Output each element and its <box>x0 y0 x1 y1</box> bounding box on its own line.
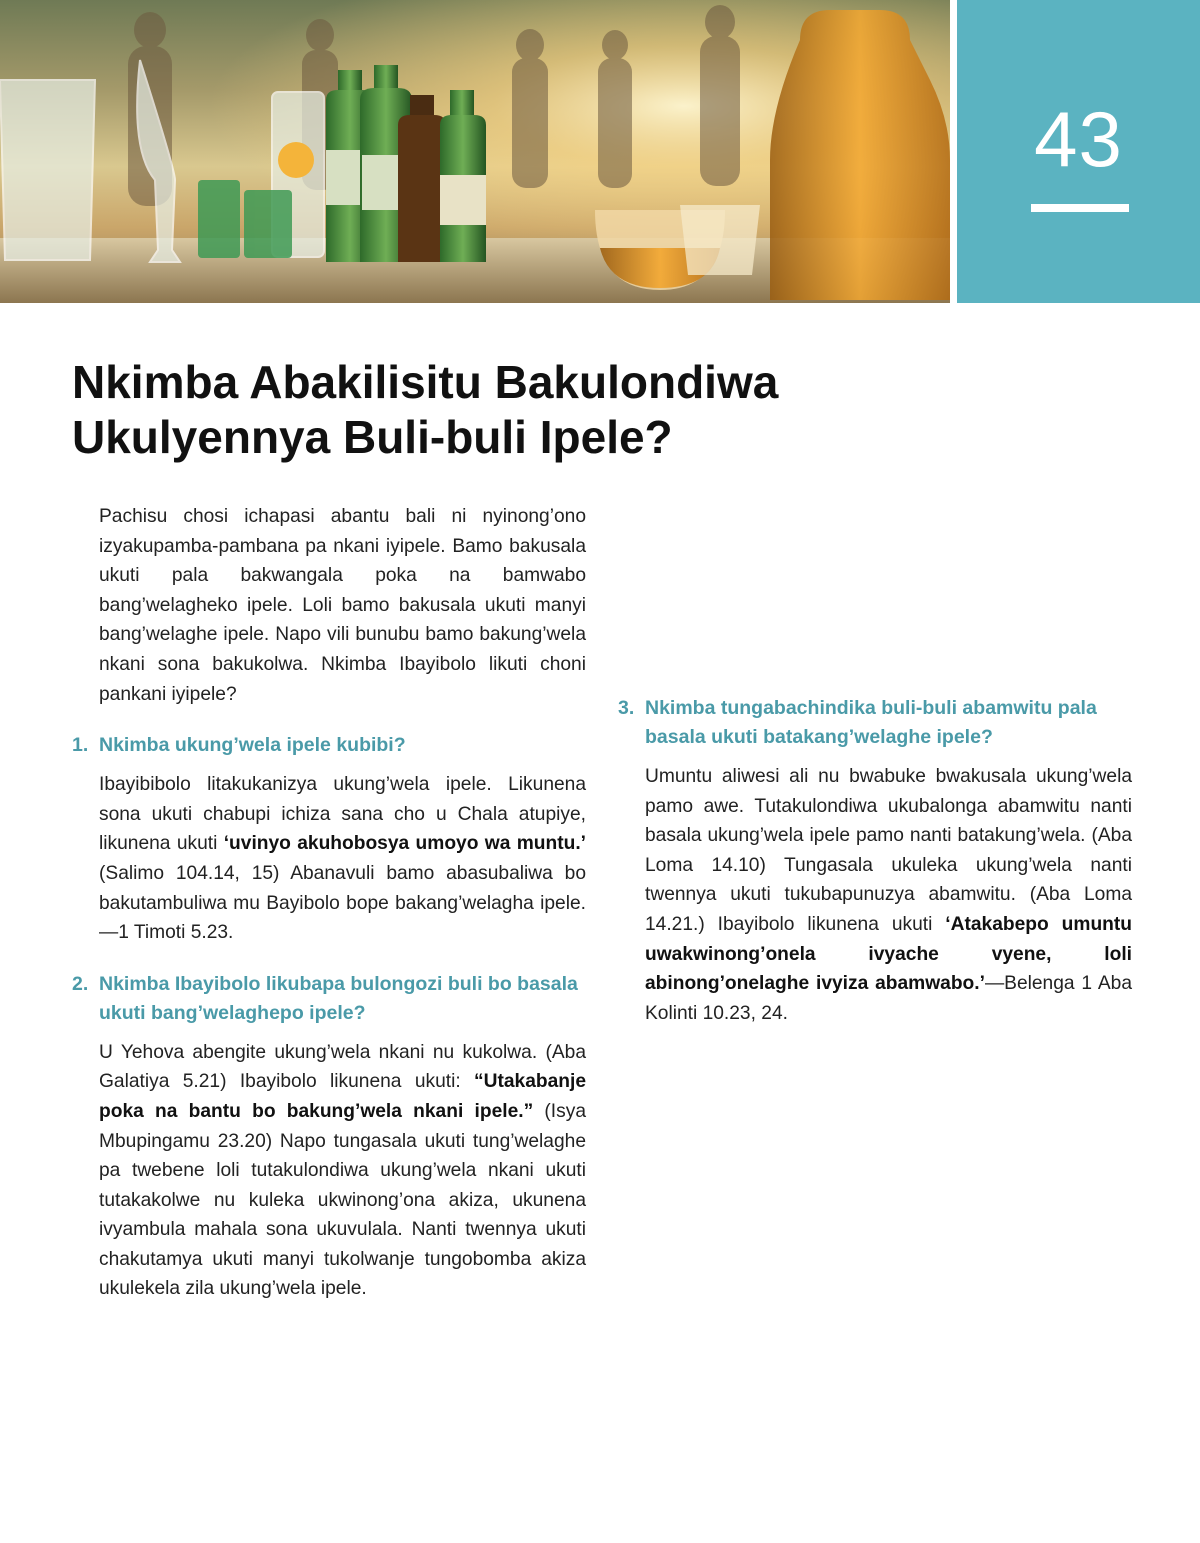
hero-illustration <box>0 0 950 303</box>
answer-3-text-a: Umuntu aliwesi ali nu bwabuke bwakusala ukung’wela pamo awe. Tutakulondiwa ukubalonga abamwitu nanti basala ukung’wela ipele pamo nanti batakung’wela. (Aba Loma 14.10) Tungasala ukuleka ukung’wela nanti twennya ukuti tukubapunuzya abamwitu. (Aba Loma 14.21.) Ibayibolo likunena ukuti <box>645 766 1132 935</box>
page-title-line2: Ukulyennya Buli-buli Ipele? <box>72 411 673 463</box>
question-2-text: Nkimba Ibayibolo likubapa bulongozi buli bo basala ukuti bang’welaghepo ipele? <box>99 972 578 1024</box>
page-title-line1: Nkimba Abakilisitu Bakulondiwa <box>72 356 779 408</box>
answer-3-quote: ‘Atakabepo umuntu uwakwinong’onela ivyache vyene, loli abinong’onelaghe ivyiza abamwabo.’ <box>645 913 1132 995</box>
lesson-number-badge <box>957 0 1200 303</box>
lesson-number-underline <box>1031 204 1129 212</box>
question-1-text: Nkimba ukung’wela ipele kubibi? <box>99 734 406 757</box>
question-2-number: 2. <box>72 972 89 995</box>
intro-paragraph: Pachisu chosi ichapasi abantu bali ni nyinong’ono izyakupamba-pambana pa nkani iyipele. Bamo bakusala ukuti pala bakwangala poka na bamwabo bang’welagheko ipele. Loli bamo bakusala ukuti manyi bang’welaghe ipele. Napo vili bunubu bamo bakung’wela nkani sona bakukolwa. Nkimba Ibayibolo likuti choni pankani iyipele? <box>99 506 586 705</box>
answer-2-text-b: (Isya Mbupingamu 23.20) Napo tungasala ukuti tung’welaghe pa twebene loli tutakulondiwa ukung’wela nkani ukuti tutakakolwe nu kuleka ukwinong’ona akiza, ukunena ivyambula mahala sona ukuvulala. Nanti twennya ukuti chakutamya ukuti manyi tukolwanje tungobomba akiza ukulekela zila ukung’wela ipele. <box>99 1100 586 1300</box>
question-2-heading <box>72 970 586 1028</box>
answer-2-paragraph <box>72 1038 586 1304</box>
question-1-heading <box>72 731 586 760</box>
answer-1-paragraph <box>72 770 586 948</box>
column-right <box>618 502 1132 1050</box>
question-3-heading <box>618 694 1132 752</box>
page-title <box>72 355 932 465</box>
answer-1-text-a: Ibayibibolo litakukanizya ukung’wela ipele. Likunena sona ukuti chabupi ichiza sana cho u Chala atupiye, likunena ukuti <box>99 774 586 855</box>
question-1-number: 1. <box>72 734 89 757</box>
question-3-number: 3. <box>618 697 635 719</box>
answer-2-quote: “Utakabanje poka na bantu bo bakung’wela nkani ipele.” <box>99 1071 586 1122</box>
answer-2-text-a: U Yehova abengite ukung’wela nkani nu kukolwa. (Aba Galatiya 5.21) Ibayibolo likunena ukuti: <box>99 1041 586 1093</box>
lesson-number: 43 <box>1034 95 1123 183</box>
question-3-text: Nkimba tungabachindika buli-buli abamwitu pala basala ukuti batakang’welaghe ipele? <box>645 697 1097 748</box>
hero-photo <box>0 0 950 303</box>
answer-3-text-b: —Belenga 1 Aba Kolinti 10.23, 24. <box>645 973 1132 1024</box>
answer-1-text-b: (Salimo 104.14, 15) Abanavuli bamo abasubaliwa bo bakutambuliwa mu Bayibolo bope bakang’welagha ipele.—1 Timoti 5.23. <box>99 862 586 944</box>
answer-1-quote: ‘uvinyo akuhobosya umoyo wa muntu.’ <box>223 833 587 855</box>
column-left <box>72 502 586 1326</box>
answer-3-paragraph <box>618 762 1132 1028</box>
